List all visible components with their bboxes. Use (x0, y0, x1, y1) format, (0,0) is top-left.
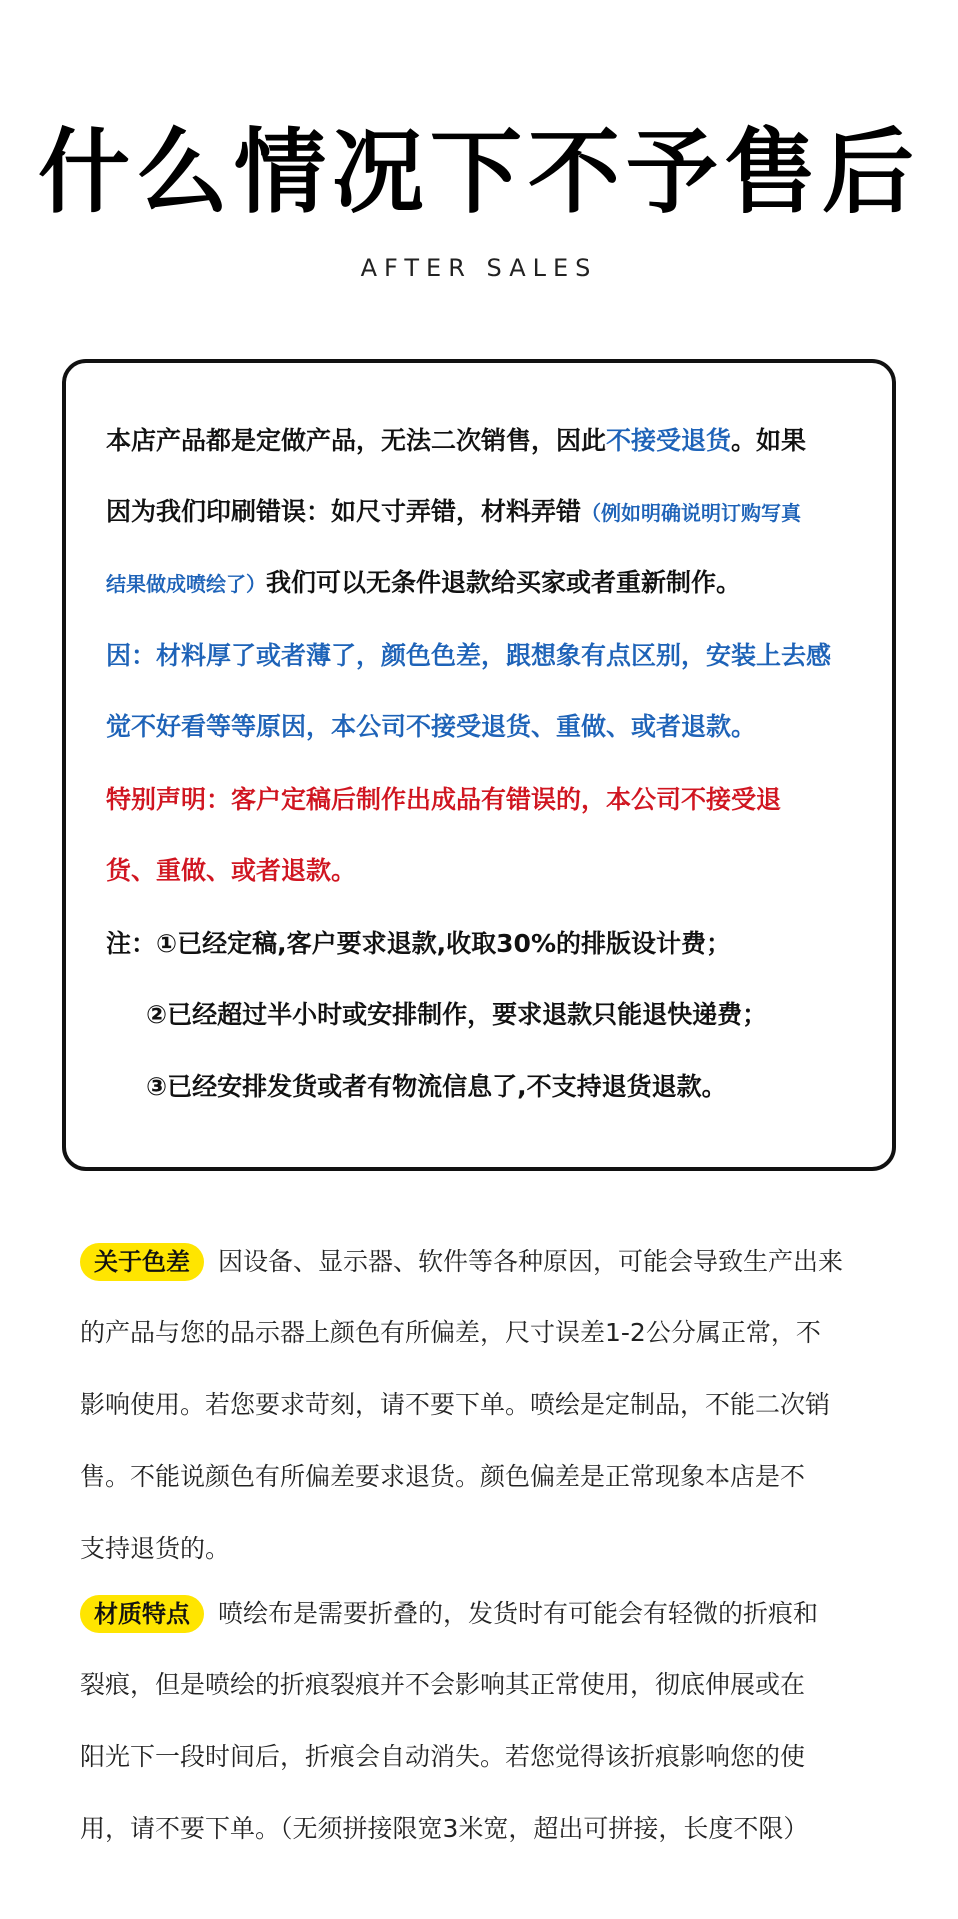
color-diff-line-3: 影响使用。若您要求苛刻，请不要下单。喷绘是定制品，不能二次销 (80, 1390, 831, 1419)
page-subtitle: AFTER SALES (360, 254, 598, 282)
color-diff-tag: 关于色差 (80, 1243, 204, 1281)
notice-line-4: 因：材料厚了或者薄了，颜色色差，跟想象有点区别，安装上去感 (106, 641, 832, 670)
notice-box (62, 359, 896, 1171)
material-line-4: 用，请不要下单。（无须拼接限宽3米宽，超出可拼接，长度不限） (80, 1814, 809, 1843)
special-statement-line-2: 货、重做、或者退款。 (106, 856, 357, 885)
material-line-3: 阳光下一段时间后，折痕会自动消失。若您觉得该折痕影响您的使 (80, 1742, 806, 1771)
special-statement-line-1: 特别声明：客户定稿后制作出成品有错误的，本公司不接受退 (106, 785, 782, 814)
notice-line-3: 结果做成喷绘了）我们可以无条件退款给买家或者重新制作。 (106, 568, 742, 597)
material-tag: 材质特点 (80, 1595, 204, 1633)
color-diff-line-4: 售。不能说颜色有所偏差要求退货。颜色偏差是正常现象本店是不 (80, 1462, 806, 1491)
color-diff-line-5: 支持退货的。 (80, 1534, 231, 1563)
note-line-2: ②已经超过半小时或安排制作，要求退款只能退快递费； (146, 1000, 768, 1029)
note-line-3: ③已经安排发货或者有物流信息了,不支持退货退款。 (146, 1072, 727, 1101)
color-diff-line-1: 关于色差 因设备、显示器、软件等各种原因，可能会导致生产出来 (80, 1243, 843, 1281)
color-diff-line-2: 的产品与您的品示器上颜色有所偏差，尺寸误差1-2公分属正常，不 (80, 1318, 821, 1347)
notice-line-2: 因为我们印刷错误：如尺寸弄错，材料弄错（例如明确说明订购写真 (106, 497, 802, 526)
notice-line-1: 本店产品都是定做产品，无法二次销售，因此不接受退货。如果 (106, 426, 807, 455)
notice-line-5: 觉不好看等等原因，本公司不接受退货、重做、或者退款。 (106, 712, 757, 741)
note-line-1: 注：①已经定稿,客户要求退款,收取30%的排版设计费； (106, 929, 732, 958)
material-line-2: 裂痕，但是喷绘的折痕裂痕并不会影响其正常使用，彻底伸展或在 (80, 1670, 806, 1699)
material-line-1: 材质特点 喷绘布是需要折叠的，发货时有可能会有轻微的折痕和 (80, 1595, 818, 1633)
page-title: 什么情况下不予售后 (37, 119, 920, 226)
